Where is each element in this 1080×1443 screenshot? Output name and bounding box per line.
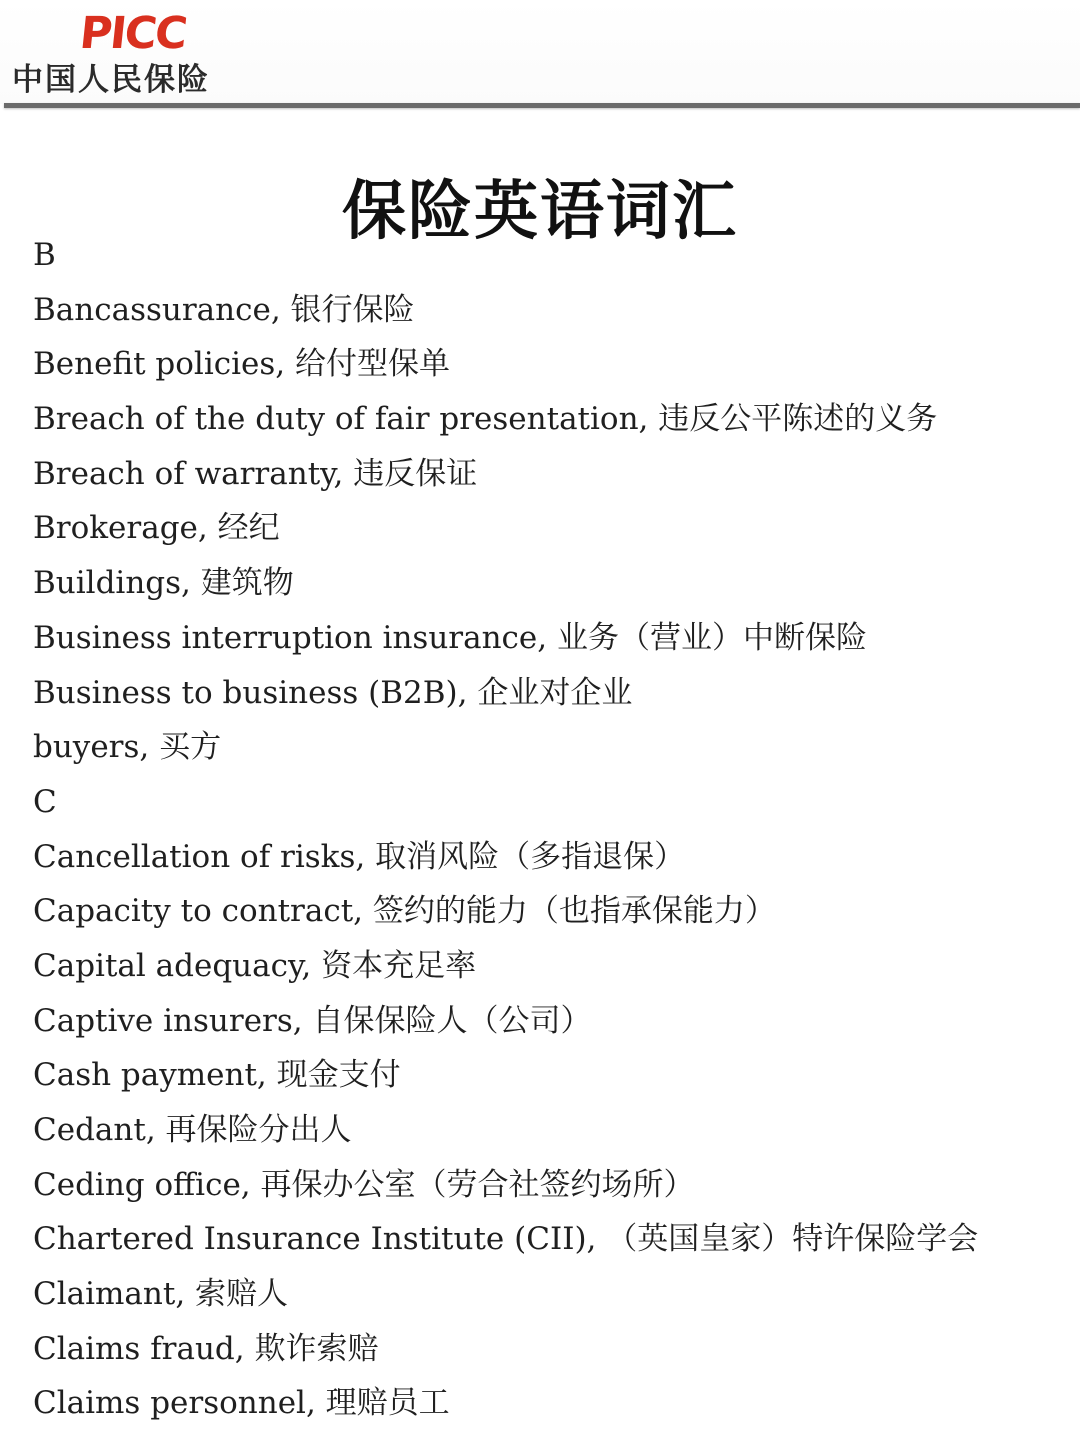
glossary-entry: Captive insurers, 自保保险人（公司） <box>33 1002 592 1039</box>
page-title: 保险英语词汇 <box>342 173 738 249</box>
page-header <box>0 0 1080 104</box>
glossary-entry: Cedant, 再保险分出人 <box>33 1112 352 1148</box>
glossary-entry: Buildings, 建筑物 <box>33 565 294 602</box>
glossary-entry: Chartered Insurance Institute (CII), （英国皇家）特许保险学会 <box>33 1221 979 1258</box>
glossary-entry: Cancellation of risks, 取消风险（多指退保） <box>33 838 686 875</box>
glossary-entry: Business to business (B2B), 企业对企业 <box>33 674 633 711</box>
glossary-list <box>33 228 1073 1431</box>
glossary-entry: Bancassurance, 银行保险 <box>33 291 415 328</box>
section-letter-c: C <box>33 783 57 820</box>
header-divider <box>4 103 1080 108</box>
glossary-entry: Breach of warranty, 违反保证 <box>33 455 478 492</box>
logo-mark: PICC <box>77 8 188 59</box>
glossary-entry: Brokerage, 经纪 <box>33 510 280 547</box>
glossary-entry: Cash payment, 现金支付 <box>33 1057 401 1094</box>
logo-name: 中国人民保险 <box>12 62 210 98</box>
glossary-entry: buyers, 买方 <box>33 729 222 766</box>
section-letter-b: B <box>33 237 56 273</box>
glossary-entry: Claims personnel, 理赔员工 <box>33 1385 450 1422</box>
glossary-entry: Benefit policies, 给付型保单 <box>33 346 451 383</box>
glossary-entry: Claimant, 索赔人 <box>33 1276 289 1313</box>
picc-logo <box>12 8 252 100</box>
glossary-entry: Breach of the duty of fair presentation, 违反公平陈述的义务 <box>33 401 938 438</box>
glossary-entry: Ceding office, 再保办公室（劳合社签约场所） <box>33 1166 695 1203</box>
glossary-entry: Claims fraud, 欺诈索赔 <box>33 1330 379 1367</box>
glossary-entry: Business interruption insurance, 业务（营业）中断保险 <box>33 619 867 656</box>
glossary-entry: Capacity to contract, 签约的能力（也指承保能力） <box>33 893 776 930</box>
glossary-entry: Capital adequacy, 资本充足率 <box>33 947 477 984</box>
